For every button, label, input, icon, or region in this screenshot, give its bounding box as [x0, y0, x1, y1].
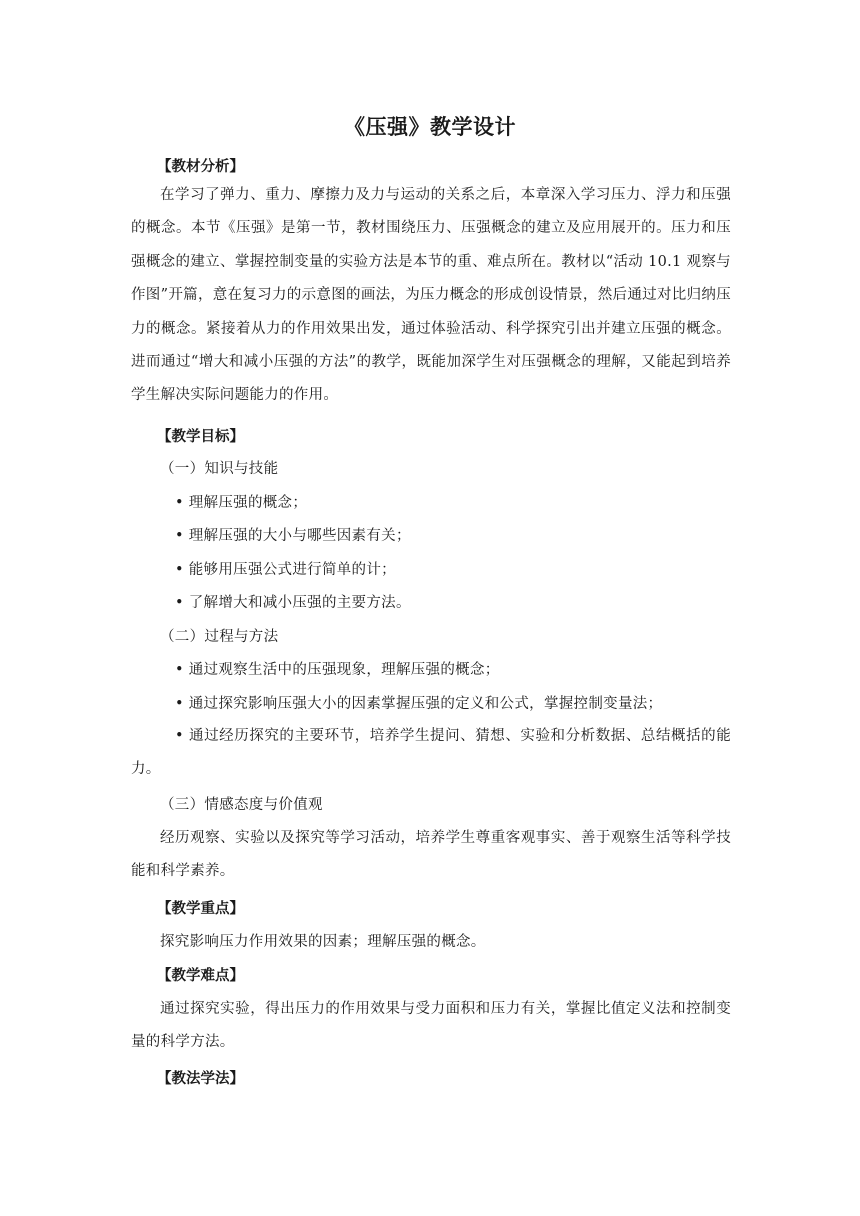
list-item: • 通过探究影响压强大小的因素掌握压强的定义和公式，掌握控制变量法； [175, 696, 663, 712]
list-item: • 通过经历探究的主要环节，培养学生提问、猜想、实验和分析数据、总结概括的能力。 [131, 728, 731, 778]
paragraph-textbook-analysis: 在学习了弹力、重力、摩擦力及力与运动的关系之后，本章深入学习压力、浮力和压强的概念。本节《压强》是第一节，教材围绕压力、压强概念的建立及应用展开的。压力和压强概念的建立、掌握控制变量的实验方法是本节的重、难点所在。教材以“活动 10.1 观察与作图”开篇，意在复习力的示意图的画法，为压力概念的形成创设情景，然后通过对比归纳压力的概念。紧接着从力的作用效果出发，通过体验活动、科学探究引出并建立压强的概念。进而通过“增大和减小压强的方法”的教学，既能加深学生对压强概念的理解，又能起到培养学生解决实际问题能力的作用。 [131, 187, 731, 404]
paragraph-emotion-values: 经历观察、实验以及探究等学习活动，培养学生尊重客观事实、善于观察生活等科学技能和科学素养。 [131, 830, 731, 880]
list-item: • 了解增大和减小压强的主要方法。 [175, 595, 411, 611]
heading-textbook-analysis: 【教材分析】 [157, 158, 244, 175]
paragraph-difficulties: 通过探究实验，得出压力的作用效果与受力面积和压力有关，掌握比值定义法和控制变量的科学方法。 [131, 1001, 731, 1051]
subheading-knowledge-skills: （一）知识与技能 [160, 461, 279, 477]
list-item: • 理解压强的概念； [175, 495, 308, 511]
list-item: • 理解压强的大小与哪些因素有关； [175, 528, 411, 544]
list-item: • 能够用压强公式进行简单的计； [175, 562, 396, 578]
list-item: • 通过观察生活中的压强现象，理解压强的概念； [175, 662, 500, 678]
heading-key-points: 【教学重点】 [157, 900, 244, 917]
subheading-process-methods: （二）过程与方法 [160, 629, 279, 645]
heading-teaching-goals: 【教学目标】 [157, 428, 244, 445]
paragraph-key-points: 探究影响压力作用效果的因素；理解压强的概念。 [160, 934, 486, 950]
heading-teaching-methods: 【教法学法】 [157, 1070, 244, 1087]
document-title: 《压强》教学设计 [344, 114, 516, 139]
heading-difficulties: 【教学难点】 [157, 967, 244, 984]
subheading-emotion-values: （三）情感态度与价值观 [160, 797, 323, 813]
